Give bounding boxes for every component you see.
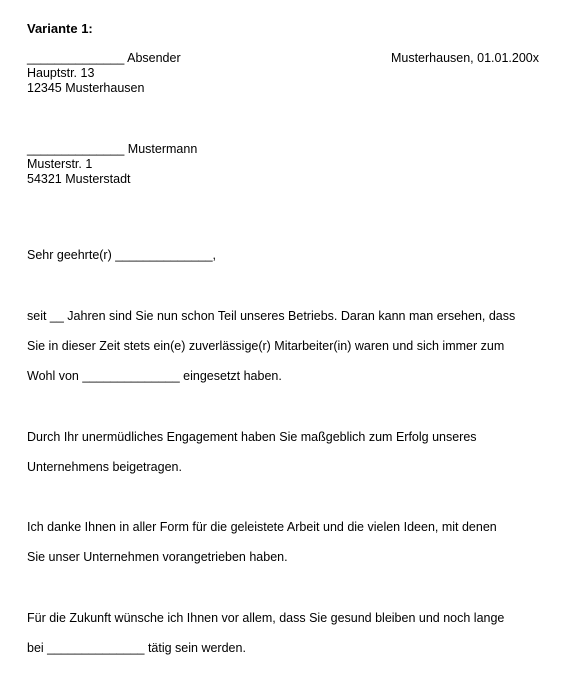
salutation: Sehr geehrte(r) ______________,: [27, 248, 217, 262]
date-line: Musterhausen, 01.01.200x: [390, 51, 539, 65]
paragraph-4-line-1: Für die Zukunft wünsche ich Ihnen vor allem, dass Sie gesund bleiben und noch lange: [27, 611, 505, 625]
paragraph-3-line-2: Sie unser Unternehmen vorangetrieben haben.: [27, 550, 288, 564]
sender-city: 12345 Musterhausen: [27, 81, 145, 95]
paragraph-2-line-2: Unternehmens beigetragen.: [27, 460, 182, 474]
sender-name-line: ______________ Absender: [27, 51, 181, 65]
paragraph-1-line-2: Sie in dieser Zeit stets ein(e) zuverlässige(r) Mitarbeiter(in) waren und sich immer zum: [27, 339, 505, 353]
recipient-street: Musterstr. 1: [27, 157, 93, 171]
paragraph-2-line-1: Durch Ihr unermüdliches Engagement haben Sie maßgeblich zum Erfolg unseres: [27, 430, 477, 444]
recipient-city: 54321 Musterstadt: [27, 172, 131, 186]
paragraph-1-line-3: Wohl von ______________ eingesetzt haben.: [27, 369, 282, 383]
paragraph-3-line-1: Ich danke Ihnen in aller Form für die geleistete Arbeit und die vielen Ideen, mit denen: [27, 520, 497, 534]
recipient-name-line: ______________ Mustermann: [27, 142, 198, 156]
paragraph-1-line-1: seit __ Jahren sind Sie nun schon Teil unseres Betriebs. Daran kann man ersehen, dass: [27, 309, 516, 323]
variant-heading: Variante 1:: [27, 21, 93, 36]
paragraph-4-line-2: bei ______________ tätig sein werden.: [27, 641, 246, 655]
sender-street: Hauptstr. 13: [27, 66, 95, 80]
